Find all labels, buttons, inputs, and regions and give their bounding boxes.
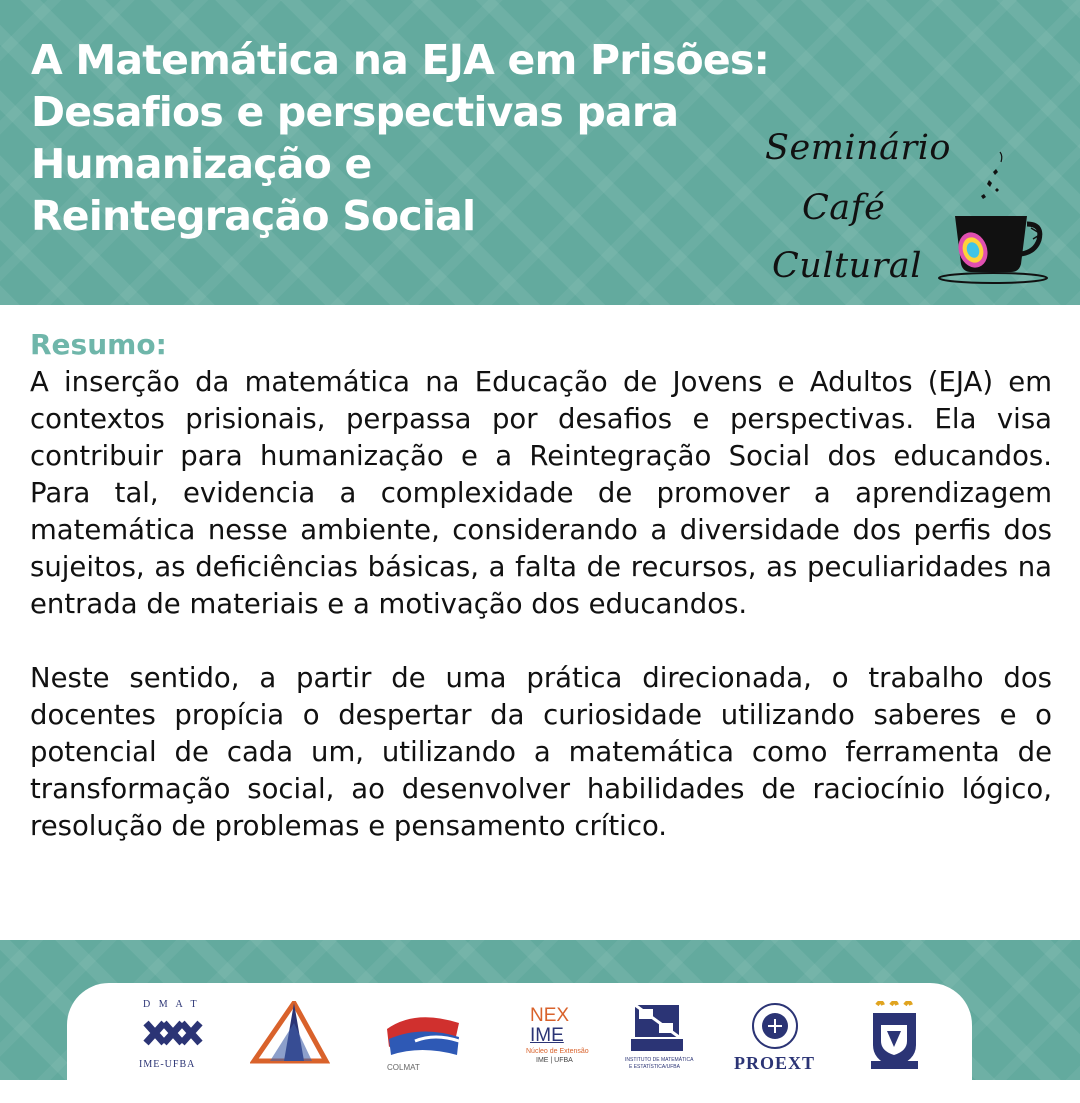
coffee-cup-icon [935, 144, 1050, 284]
abstract-paragraph: A inserção da matemática na Educação de Jovens e Adultos (EJA) em contextos prisionais, perpassa por desafios e perspectivas. Ela visa contribuir para humanização e a Reintegração Social dos educandos. Para tal, evidencia a complexidade de promover a aprendizagem matemática nesse ambiente, considerando a diversidade dos perfis dos sujeitos, as deficiências básicas, a falta de recursos, as peculiaridades na entrada de materiais e a motivação dos educandos. [30, 366, 1052, 620]
nex-logo-caption: IME | UFBA [536, 1057, 573, 1064]
dmat-logo-bottom-text: IME-UFBA [139, 1059, 196, 1070]
dmat-knot-icon [140, 1013, 210, 1057]
dmat-logo [137, 1001, 217, 1073]
ime-logo-caption: E ESTATÍSTICA/UFBA [629, 1064, 680, 1070]
title-line: Desafios e perspectivas para [31, 88, 679, 136]
logo-word-cafe: Café [802, 188, 886, 228]
ime-crest-icon [627, 1003, 687, 1055]
dmat-logo-top-text: D M A T [143, 999, 200, 1010]
proext-logo [730, 1001, 820, 1073]
proext-logo-text: PROEXT [734, 1053, 816, 1073]
ime-ufba-logo [625, 1001, 695, 1073]
triangle-a-icon [250, 1001, 330, 1067]
logo-word-cultural: Cultural [772, 246, 922, 286]
title-line: A Matemática na EJA em Prisões: [31, 36, 770, 84]
nex-ime-logo [512, 1001, 602, 1073]
ufba-crest-icon [867, 1001, 922, 1073]
nex-logo-line2: IME [530, 1025, 564, 1046]
colmat-logo-text: COLMAT [387, 1063, 420, 1072]
abstract-paragraph: Neste sentido, a partir de uma prática direcionada, o trabalho dos docentes propícia o despertar da curiosidade utilizando saberes e o potencial de cada um, utilizando a matemática como ferramenta de transformação social, ao desenvolver habilidades de raciocínio lógico, resolução de problemas e pensamento crítico. [30, 662, 1052, 842]
nex-logo-line1: NEX [530, 1005, 570, 1026]
colmat-swoosh-icon [385, 1011, 465, 1061]
seminario-cafe-cultural-logo [760, 118, 1060, 288]
logo-word-seminario: Seminário [765, 128, 951, 168]
proext-seal-icon [750, 1001, 800, 1051]
triangle-logo [250, 1001, 330, 1073]
ufba-crest-logo [867, 1001, 922, 1073]
title-line: Reintegração Social [31, 192, 476, 240]
colmat-logo [385, 1001, 465, 1073]
abstract-label: Resumo: [30, 328, 167, 361]
nex-logo-caption: Núcleo de Extensão [526, 1048, 589, 1055]
page-title [31, 34, 771, 242]
title-line: Humanização e [31, 140, 372, 188]
abstract-section [30, 328, 1052, 845]
partner-logos-bar [67, 983, 972, 1103]
ime-logo-caption: INSTITUTO DE MATEMÁTICA [625, 1057, 694, 1063]
